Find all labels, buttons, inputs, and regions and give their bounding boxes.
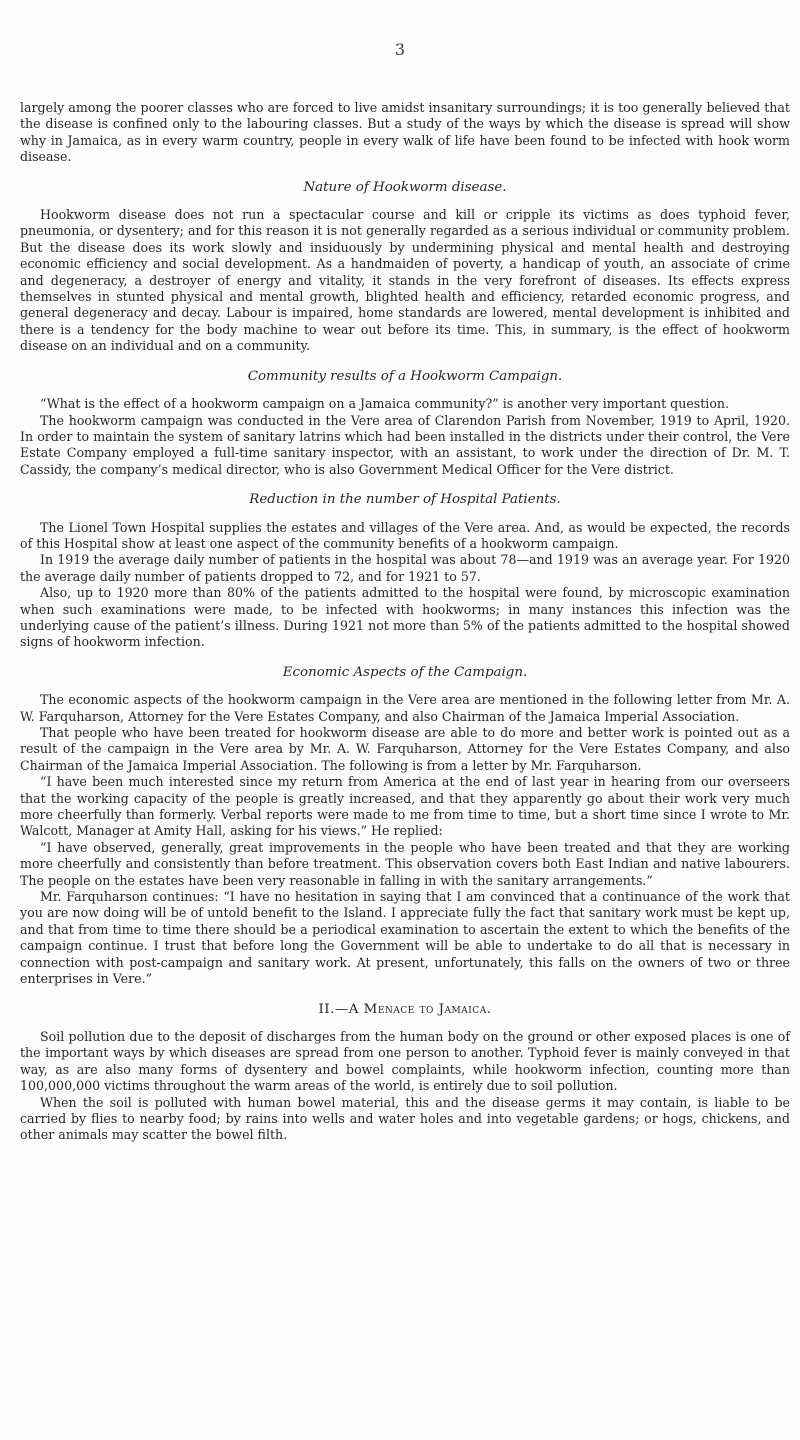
- nature-paragraph: Hookworm disease does not run a spectacular course and kill or cripple its victims as does typhoid fever, pneumonia, or dysentery; and for this reason it is not generally regarded as a serious individual or community problem. But the disease does its work slowly and insiduously by undermining physical and mental health and destroying economic efficiency and social development. As a handmaiden of poverty, a handicap of youth, an associate of crime and degeneracy, a destroyer of energy and vitality, it stands in the very forefront of diseases. Its effects express themselves in stunted physical and mental growth, blighted health and efficiency, retarded economic progress, and general degeneracy and decay. Labour is impaired, home standards are lowered, mental development is inhibited and there is a tendency for the body machine to wear out before its time. This, in summary, is the effect of hookworm disease on an individual and on a community.: [20, 207, 790, 354]
- document-body: [20, 100, 790, 1144]
- menace-paragraph-1: Soil pollution due to the deposit of discharges from the human body on the ground or other exposed places is one of the important ways by which diseases are spread from one person to another. Typhoid fever is mainly conveyed in that way, as are also many forms of dysentery and bowel complaints, while hookworm infection, counting more than 100,000,000 victims throughout the warm areas of the world, is entirely due to soil pollution.: [20, 1028, 790, 1094]
- economic-paragraph-1: The economic aspects of the hookworm campaign in the Vere area are mentioned in the following letter from Mr. A. W. Farquharson, Attorney for the Vere Estates Company, and also Chairman of the Jamaica Imperial Association.: [20, 692, 790, 724]
- heading-nature: Nature of Hookworm disease.: [303, 179, 507, 195]
- quote-paragraph-3: Mr. Farquharson continues: “I have no hesitation in saying that I am convinced that a continuance of the work that you are now doing will be of untold benefit to the Island. I appreciate fully the fact that sanitary work must be kept up, and that from time to time there should be a periodical examination to ascertain the extent to which the benefits of the campaign continue. I trust that before long the Government will be able to undertake to do all that is necessary in connection with post-campaign and sanitary work. At present, unfortunately, this falls on the owners of two or three enterprises in Vere.”: [20, 889, 790, 987]
- page-number: 3: [394, 40, 406, 59]
- intro-paragraph: largely among the poorer classes who are forced to live amidst insanitary surroundings; it is too generally believed that the disease is confined only to the labouring classes. But a study of the ways by which the disease is spread will show why in Jamaica, as in every warm country, people in every walk of life have been found to be infected with hook worm disease.: [20, 100, 790, 165]
- reduction-paragraph-3: Also, up to 1920 more than 80% of the patients admitted to the hospital were found, by microscopic examination when such examinations were made, to be infected with hookworms; in many instances this infection was the underlying cause of the patient’s illness. During 1921 not more than 5% of the patients admitted to the hospital showed signs of hookworm infection.: [20, 585, 790, 650]
- heading-menace: II.—A Menace to Jamaica.: [318, 1001, 492, 1017]
- heading-community: Community results of a Hookworm Campaign.: [247, 368, 563, 384]
- menace-paragraph-2: When the soil is polluted with human bowel material, this and the disease germs it may contain, is liable to be carried by flies to nearby food; by rains into wells and water holes and into vegetable gardens; or hogs, chickens, and other animals may scatter the bowel filth.: [20, 1094, 790, 1143]
- reduction-paragraph-2: In 1919 the average daily number of patients in the hospital was about 78—and 1919 was an average year. For 1920 the average daily number of patients dropped to 72, and for 1921 to 57.: [20, 552, 790, 584]
- quote-paragraph-2: “I have observed, generally, great improvements in the people who have been treated and that they are working more cheerfully and consistently than before treatment. This observation covers both East Indian and native labourers. The people on the estates have been very reasonable in falling in with the sanitary arrangements.”: [20, 839, 790, 888]
- community-paragraph-2: The hookworm campaign was conducted in the Vere area of Clarendon Parish from November, 1919 to April, 1920. In order to maintain the system of sanitary latrins which had been installed in the districts under their control, the Vere Estate Company employed a full-time sanitary inspector, with an assistant, to work under the direction of Dr. M. T. Cassidy, the company’s medical director, who is also Government Medical Officer for the Vere district.: [20, 412, 790, 477]
- reduction-paragraph-1: The Lionel Town Hospital supplies the estates and villages of the Vere area. And, as would be expected, the records of this Hospital show at least one aspect of the community benefits of a hookworm campaign.: [20, 519, 790, 551]
- heading-reduction: Reduction in the number of Hospital Patients.: [249, 492, 561, 508]
- quote-paragraph-1: “I have been much interested since my return from America at the end of last year in hearing from our overseers that the working capacity of the people is greatly increased, and that they apparently go about their work very much more cheerfully than formerly. Verbal reports were made to me from time to time, but a short time since I wrote to Mr. Walcott, Manager at Amity Hall, asking for his views.” He replied:: [20, 774, 790, 839]
- community-paragraph-1: “What is the effect of a hookworm campaign on a Jamaica community?” is another very important question.: [40, 396, 730, 412]
- heading-economic: Economic Aspects of the Campaign.: [282, 664, 528, 680]
- economic-paragraph-2: That people who have been treated for hookworm disease are able to do more and better work is pointed out as a result of the campaign in the Vere area by Mr. A. W. Farquharson, Attorney for the Vere Estates Company, and also Chairman of the Jamaica Imperial Association. The following is from a letter by Mr. Farquharson.: [20, 725, 790, 773]
